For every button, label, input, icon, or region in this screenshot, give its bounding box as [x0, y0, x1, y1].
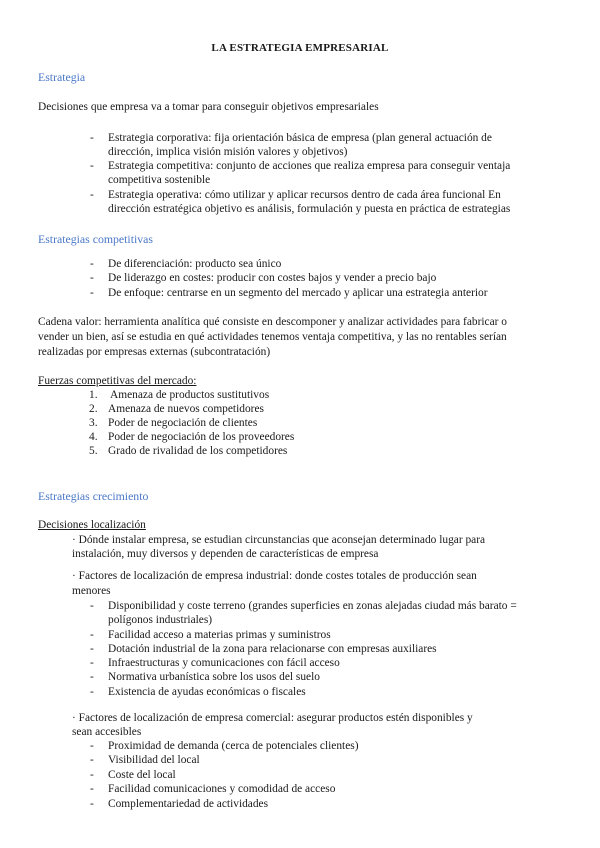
list-item: Estrategia operativa: cómo utilizar y aplicar recursos dentro de cada área funcional En — [108, 189, 501, 201]
dash-bullet: - — [90, 643, 94, 655]
list-number: 5. — [89, 445, 98, 457]
list-item-continuation: dirección estratégica objetivo es análisis, formulación y puesta en práctica de estrategias — [108, 203, 511, 215]
numbered-item: Poder de negociación de los proveedores — [108, 431, 295, 443]
numbered-item: Poder de negociación de clientes — [108, 417, 258, 429]
dash-bullet: - — [90, 754, 94, 766]
list-number: 4. — [89, 431, 98, 443]
paragraph-cadena-valor: vender un bien, así se estudia en qué actividades tenemos ventaja competitiva, y las no rentables serían — [38, 331, 507, 343]
list-number: 2. — [89, 403, 98, 415]
paragraph-cadena-valor: Cadena valor: herramienta analítica qué consiste en descomponer y analizar actividades para fabricar o — [38, 316, 508, 328]
list-item: De liderazgo en costes: producir con costes bajos y vender a precio bajo — [108, 272, 437, 284]
document-title: LA ESTRATEGIA EMPRESARIAL — [211, 42, 389, 54]
paragraph-industrial: menores — [72, 585, 111, 597]
paragraph-localizacion: instalación, muy diversos y dependen de características de empresa — [72, 548, 379, 560]
dash-bullet: - — [90, 258, 94, 270]
paragraph-comercial: sean accesibles — [72, 726, 142, 738]
section-heading-crecimiento: Estrategias crecimiento — [38, 489, 149, 503]
paragraph-comercial: · Factores de localización de empresa comercial: asegurar productos estén disponibles y — [72, 712, 473, 724]
list-item: Dotación industrial de la zona para relacionarse con empresas auxiliares — [108, 643, 437, 655]
paragraph-cadena-valor: realizadas por empresas externas (subcontratación) — [38, 346, 271, 358]
list-item: Existencia de ayudas económicas o fiscales — [108, 686, 306, 698]
numbered-item: Amenaza de productos sustitutivos — [110, 389, 270, 401]
dash-bullet: - — [90, 189, 94, 201]
section-heading-estrategia: Estrategia — [38, 70, 86, 84]
dash-bullet: - — [90, 657, 94, 669]
dash-bullet: - — [90, 287, 94, 299]
list-item: Facilidad comunicaciones y comodidad de acceso — [108, 783, 336, 795]
list-item: Disponibilidad y coste terreno (grandes superficies en zonas alejadas ciudad más barato = — [108, 600, 517, 612]
list-item: Estrategia competitiva: conjunto de acciones que realiza empresa para conseguir ventaja — [108, 160, 511, 172]
dash-bullet: - — [90, 160, 94, 172]
list-item: Infraestructuras y comunicaciones con fácil acceso — [108, 657, 340, 669]
dash-bullet: - — [90, 272, 94, 284]
subheading-fuerzas: Fuerzas competitivas del mercado: — [38, 375, 197, 387]
subheading-localizacion: Decisiones localización — [38, 519, 146, 531]
list-item-continuation: competitiva sostenible — [108, 174, 211, 186]
dash-bullet: - — [90, 686, 94, 698]
list-number: 1. — [89, 389, 98, 401]
dash-bullet: - — [90, 132, 94, 144]
list-number: 3. — [89, 417, 98, 429]
dash-bullet: - — [90, 629, 94, 641]
paragraph-estrategia-intro: Decisiones que empresa va a tomar para conseguir objetivos empresariales — [38, 101, 379, 113]
list-item: Normativa urbanística sobre los usos del suelo — [108, 671, 320, 683]
list-item: Facilidad acceso a materias primas y suministros — [108, 629, 331, 641]
numbered-item: Grado de rivalidad de los competidores — [108, 445, 288, 457]
list-item: Visibilidad del local — [108, 754, 200, 766]
dash-bullet: - — [90, 671, 94, 683]
list-item: Coste del local — [108, 769, 176, 781]
list-item: Estrategia corporativa: fija orientación básica de empresa (plan general actuación de — [108, 132, 492, 144]
dash-bullet: - — [90, 798, 94, 810]
dash-bullet: - — [90, 600, 94, 612]
paragraph-industrial: · Factores de localización de empresa industrial: donde costes totales de producción sean — [72, 570, 477, 582]
list-item: De diferenciación: producto sea único — [108, 258, 282, 270]
dash-bullet: - — [90, 740, 94, 752]
list-item-continuation: dirección, implica visión misión valores y objetivos) — [108, 146, 348, 158]
dash-bullet: - — [90, 783, 94, 795]
list-item: Complementariedad de actividades — [108, 798, 269, 810]
paragraph-localizacion: · Dónde instalar empresa, se estudian circunstancias que aconsejan determinado lugar para — [72, 534, 486, 546]
section-heading-competitivas: Estrategias competitivas — [38, 232, 153, 246]
numbered-item: Amenaza de nuevos competidores — [108, 403, 264, 415]
list-item: De enfoque: centrarse en un segmento del mercado y aplicar una estrategia anterior — [108, 287, 488, 299]
dash-bullet: - — [90, 769, 94, 781]
list-item-continuation: polígonos industriales) — [108, 614, 213, 626]
list-item: Proximidad de demanda (cerca de potenciales clientes) — [108, 740, 359, 752]
